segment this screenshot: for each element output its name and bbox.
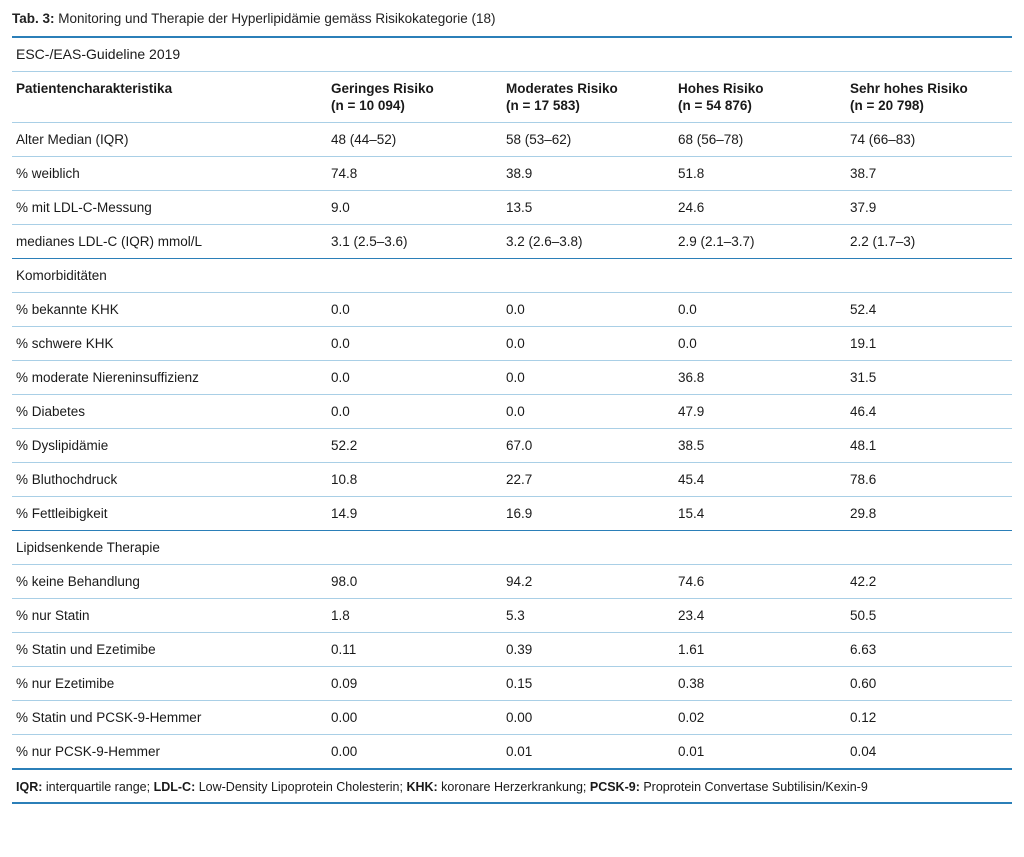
row-value: 0.02 <box>674 701 846 735</box>
row-value: 19.1 <box>846 327 1012 361</box>
table-row <box>12 497 1012 531</box>
row-value: 2.2 (1.7–3) <box>846 225 1012 259</box>
row-value: 0.09 <box>327 667 502 701</box>
row-value: 9.0 <box>327 191 502 225</box>
row-value: 47.9 <box>674 395 846 429</box>
row-value: 0.0 <box>502 395 674 429</box>
row-label: % Statin und PCSK-9-Hemmer <box>12 701 327 735</box>
row-label: % bekannte KHK <box>12 293 327 327</box>
column-header-low-risk <box>327 72 502 123</box>
row-label: % Fettleibigkeit <box>12 497 327 531</box>
table-footnote <box>12 770 1012 802</box>
row-value: 98.0 <box>327 565 502 599</box>
row-value: 0.0 <box>502 293 674 327</box>
table-row <box>12 701 1012 735</box>
table-row <box>12 463 1012 497</box>
column-header-high-risk <box>674 72 846 123</box>
row-value: 0.39 <box>502 633 674 667</box>
table-title-row <box>12 37 1012 72</box>
footnote-term: KHK: <box>406 780 438 794</box>
row-label: % schwere KHK <box>12 327 327 361</box>
row-value: 36.8 <box>674 361 846 395</box>
row-value: 10.8 <box>327 463 502 497</box>
row-value: 0.0 <box>502 327 674 361</box>
section-label: Komorbiditäten <box>12 259 1012 293</box>
row-label: medianes LDL-C (IQR) mmol/L <box>12 225 327 259</box>
row-value: 0.0 <box>502 361 674 395</box>
table-title: ESC-/EAS-Guideline 2019 <box>12 37 1012 72</box>
row-value: 31.5 <box>846 361 1012 395</box>
row-value: 0.04 <box>846 735 1012 769</box>
row-value: 0.0 <box>674 293 846 327</box>
table-row <box>12 191 1012 225</box>
row-value: 48 (44–52) <box>327 123 502 157</box>
row-value: 0.11 <box>327 633 502 667</box>
row-value: 23.4 <box>674 599 846 633</box>
risk-category-table <box>12 36 1012 768</box>
row-value: 0.12 <box>846 701 1012 735</box>
caption-text: Monitoring und Therapie der Hyperlipidämie gemäss Risikokategorie (18) <box>54 11 496 26</box>
row-value: 52.2 <box>327 429 502 463</box>
footnote-text: Low-Density Lipoprotein Cholesterin; <box>195 780 407 794</box>
row-label: % nur Statin <box>12 599 327 633</box>
table-row <box>12 395 1012 429</box>
row-value: 78.6 <box>846 463 1012 497</box>
row-value: 67.0 <box>502 429 674 463</box>
row-value: 0.00 <box>327 735 502 769</box>
row-value: 74.6 <box>674 565 846 599</box>
row-value: 0.0 <box>327 327 502 361</box>
column-header-high-risk-line1: Hohes Risiko <box>678 81 764 96</box>
table-row <box>12 633 1012 667</box>
row-label: % moderate Niereninsuffizienz <box>12 361 327 395</box>
row-label: % mit LDL-C-Messung <box>12 191 327 225</box>
column-header-very-high-risk-line1: Sehr hohes Risiko <box>850 81 968 96</box>
row-value: 58 (53–62) <box>502 123 674 157</box>
caption-label: Tab. 3: <box>12 11 55 26</box>
row-value: 42.2 <box>846 565 1012 599</box>
row-value: 74.8 <box>327 157 502 191</box>
footnote-text: koronare Herzerkrankung; <box>437 780 590 794</box>
table-row <box>12 293 1012 327</box>
row-value: 38.9 <box>502 157 674 191</box>
row-label: % Dyslipidämie <box>12 429 327 463</box>
footnote-text: interquartile range; <box>42 780 154 794</box>
row-value: 14.9 <box>327 497 502 531</box>
column-header-very-high-risk-line2: (n = 20 798) <box>850 98 924 113</box>
table-section-row <box>12 531 1012 565</box>
row-value: 38.7 <box>846 157 1012 191</box>
row-value: 0.0 <box>327 293 502 327</box>
row-label: % keine Behandlung <box>12 565 327 599</box>
row-label: Alter Median (IQR) <box>12 123 327 157</box>
row-value: 94.2 <box>502 565 674 599</box>
row-value: 29.8 <box>846 497 1012 531</box>
table-caption <box>12 10 1012 28</box>
section-label: Lipidsenkende Therapie <box>12 531 1012 565</box>
row-value: 0.60 <box>846 667 1012 701</box>
row-value: 37.9 <box>846 191 1012 225</box>
row-value: 0.15 <box>502 667 674 701</box>
table-row <box>12 157 1012 191</box>
row-label: % weiblich <box>12 157 327 191</box>
row-value: 0.0 <box>327 361 502 395</box>
table-row <box>12 123 1012 157</box>
row-value: 50.5 <box>846 599 1012 633</box>
row-value: 52.4 <box>846 293 1012 327</box>
row-value: 46.4 <box>846 395 1012 429</box>
footnote-term: IQR: <box>16 780 43 794</box>
row-value: 24.6 <box>674 191 846 225</box>
row-value: 0.0 <box>327 395 502 429</box>
table-header-row <box>12 72 1012 123</box>
row-label: % nur Ezetimibe <box>12 667 327 701</box>
table-row <box>12 667 1012 701</box>
row-value: 74 (66–83) <box>846 123 1012 157</box>
row-value: 68 (56–78) <box>674 123 846 157</box>
column-header-high-risk-line2: (n = 54 876) <box>678 98 752 113</box>
row-label: % Diabetes <box>12 395 327 429</box>
row-value: 48.1 <box>846 429 1012 463</box>
row-value: 45.4 <box>674 463 846 497</box>
row-label: % Bluthochdruck <box>12 463 327 497</box>
row-value: 0.01 <box>674 735 846 769</box>
row-value: 0.0 <box>674 327 846 361</box>
row-value: 0.00 <box>327 701 502 735</box>
table-body <box>12 37 1012 768</box>
table-footnote-wrap <box>12 768 1012 804</box>
row-value: 2.9 (2.1–3.7) <box>674 225 846 259</box>
row-value: 16.9 <box>502 497 674 531</box>
row-value: 22.7 <box>502 463 674 497</box>
row-value: 3.1 (2.5–3.6) <box>327 225 502 259</box>
footnote-text: Proprotein Convertase Subtilisin/Kexin-9 <box>639 780 868 794</box>
column-header-moderate-risk <box>502 72 674 123</box>
table-section-row <box>12 259 1012 293</box>
row-value: 0.38 <box>674 667 846 701</box>
row-value: 0.01 <box>502 735 674 769</box>
column-header-low-risk-line1: Geringes Risiko <box>331 81 434 96</box>
footnote-term: PCSK-9: <box>589 780 640 794</box>
row-value: 38.5 <box>674 429 846 463</box>
row-value: 6.63 <box>846 633 1012 667</box>
column-header-low-risk-line2: (n = 10 094) <box>331 98 405 113</box>
row-value: 0.00 <box>502 701 674 735</box>
row-value: 1.61 <box>674 633 846 667</box>
table-row <box>12 361 1012 395</box>
column-header-characteristics-line1: Patientencharakteristika <box>16 81 173 96</box>
table-row <box>12 429 1012 463</box>
row-value: 13.5 <box>502 191 674 225</box>
table-row <box>12 225 1012 259</box>
row-value: 51.8 <box>674 157 846 191</box>
column-header-moderate-risk-line2: (n = 17 583) <box>506 98 580 113</box>
table-row <box>12 599 1012 633</box>
row-value: 5.3 <box>502 599 674 633</box>
footnote-term: LDL-C: <box>153 780 196 794</box>
row-value: 15.4 <box>674 497 846 531</box>
table-row <box>12 565 1012 599</box>
row-value: 3.2 (2.6–3.8) <box>502 225 674 259</box>
column-header-very-high-risk <box>846 72 1012 123</box>
row-label: % Statin und Ezetimibe <box>12 633 327 667</box>
table-row <box>12 327 1012 361</box>
column-header-moderate-risk-line1: Moderates Risiko <box>506 81 618 96</box>
table-row <box>12 735 1012 769</box>
column-header-characteristics <box>12 72 327 123</box>
row-label: % nur PCSK-9-Hemmer <box>12 735 327 769</box>
row-value: 1.8 <box>327 599 502 633</box>
